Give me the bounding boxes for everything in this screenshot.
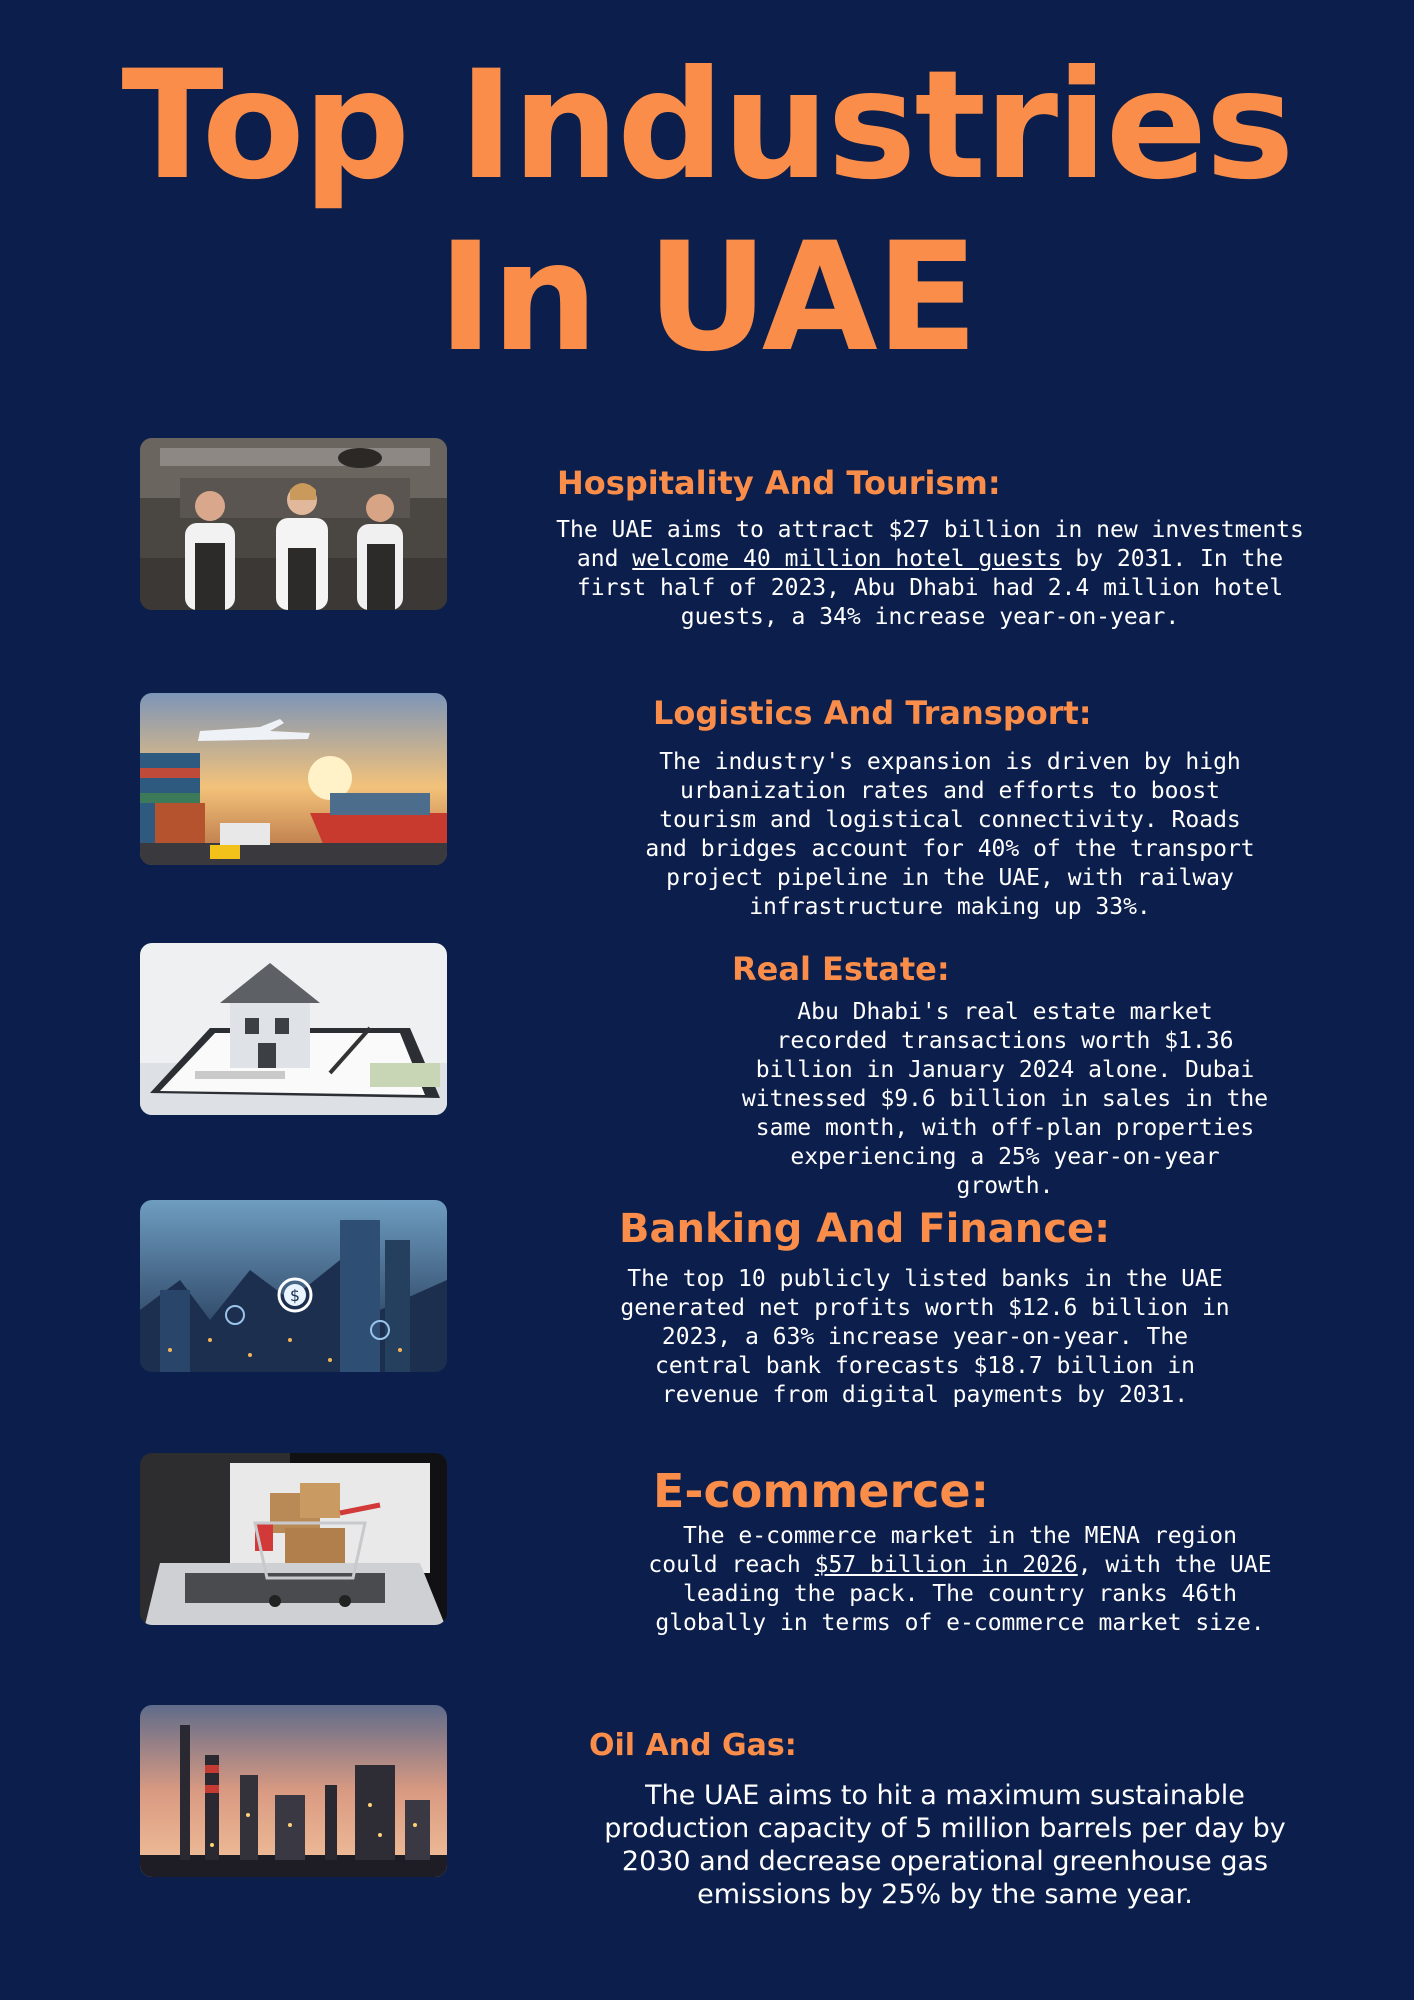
hospitality-heading: Hospitality And Tourism: xyxy=(557,464,1001,502)
real-estate-text: Abu Dhabi's real estate market recorded transactions worth $1.36 billion in January 2024 alone. Dubai witnessed $9.6 billion in sales in the same month, with off-plan properties experiencing a 25% year-on-year growth. xyxy=(741,999,1269,1199)
title-line-2: In UAE xyxy=(437,211,977,385)
oil-gas-heading: Oil And Gas: xyxy=(589,1728,797,1763)
oil-gas-text: The UAE aims to hit a maximum sustainable production capacity of 5 million barrels per day by 2030 and decrease operational greenhouse gas emissions by 25% by the same year. xyxy=(604,1780,1286,1910)
hospitality-text-before: The UAE aims to attract $27 billion in new investments and xyxy=(556,517,1304,572)
ecommerce-heading: E-commerce: xyxy=(653,1464,989,1518)
logistics-heading: Logistics And Transport: xyxy=(653,694,1092,732)
ecommerce-text-before: The e-commerce market in the MENA region could reach xyxy=(648,1523,1237,1578)
real-estate-image xyxy=(140,943,447,1115)
hotel-guests-link[interactable]: welcome 40 million hotel guests xyxy=(632,546,1062,572)
banking-heading: Banking And Finance: xyxy=(619,1206,1111,1252)
title-line-1: Top Industries xyxy=(121,39,1293,213)
ecommerce-text xyxy=(645,1522,1275,1638)
real-estate-heading: Real Estate: xyxy=(732,950,950,988)
banking-image xyxy=(140,1200,447,1372)
logistics-image xyxy=(140,693,447,865)
hospitality-text-after: by 2031. In the first half of 2023, Abu Dhabi had 2.4 million hotel guests, a 34% increase year-on-year. xyxy=(576,546,1284,630)
page-title xyxy=(0,40,1414,384)
hospitality-text xyxy=(545,516,1315,632)
ecommerce-market-link[interactable]: $57 billion in 2026 xyxy=(814,1552,1078,1578)
hospitality-image xyxy=(140,438,447,610)
ecommerce-image xyxy=(140,1453,447,1625)
logistics-text: The industry's expansion is driven by high urbanization rates and efforts to boost tourism and logistical connectivity. Roads and bridges account for 40% of the transport project pipeline in the UAE, with railway infrastructure making up 33%. xyxy=(645,749,1255,920)
ecommerce-text-after: , with the UAE leading the pack. The country ranks 46th globally in terms of e-commerce market size. xyxy=(655,1552,1272,1636)
svg-text:$: $ xyxy=(289,1286,301,1305)
banking-text: The top 10 publicly listed banks in the UAE generated net profits worth $12.6 billion in 2023, a 63% increase year-on-year. The central bank forecasts $18.7 billion in revenue from digital payments by 2031. xyxy=(620,1266,1230,1408)
oil-gas-image xyxy=(140,1705,447,1877)
